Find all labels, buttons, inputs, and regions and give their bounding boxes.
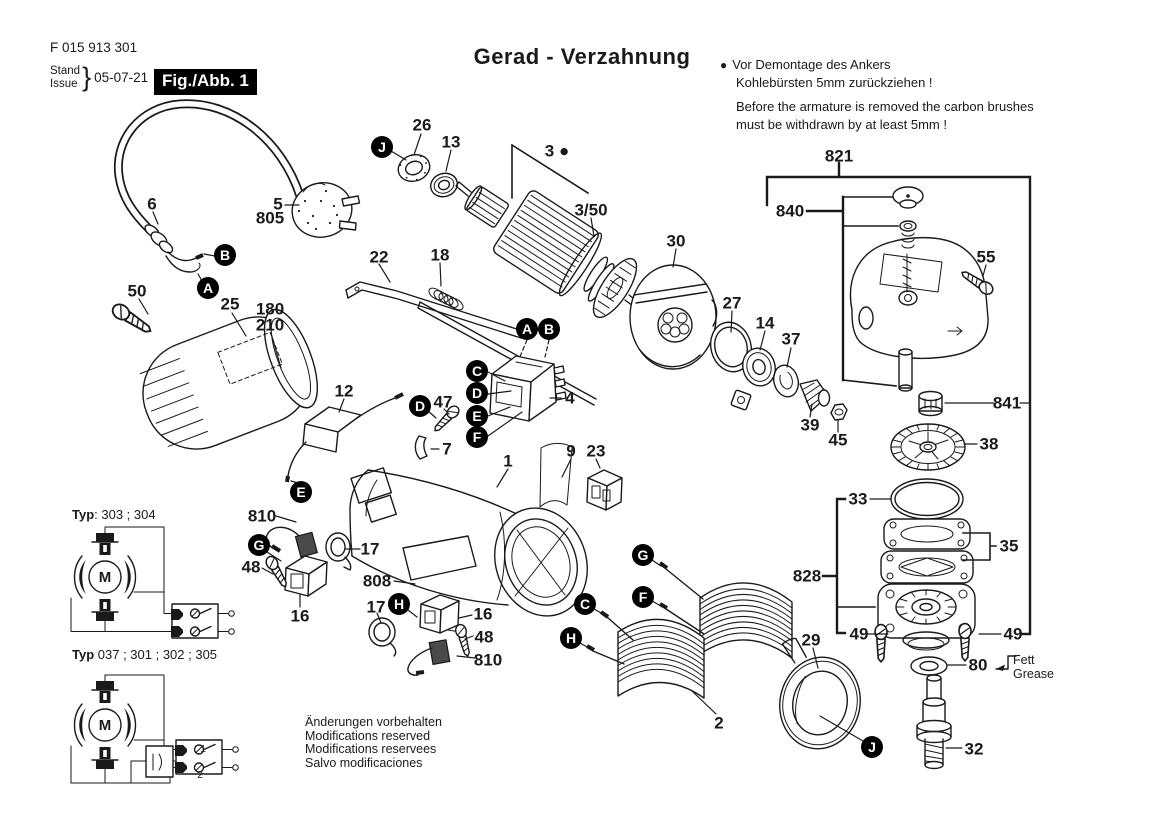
part-label: 22 [369, 247, 389, 267]
part-label: 33 [848, 489, 868, 509]
part-label: 45 [828, 430, 848, 450]
part-label: 828 [792, 566, 822, 586]
callout-badge-C: C [466, 360, 488, 382]
warning-de-line2: Kohlebürsten 5mm zurückziehen ! [736, 75, 933, 90]
schematic-caption-1: Typ: 303 ; 304 [72, 507, 156, 522]
callout-badge-B: B [538, 318, 560, 340]
grease-en: Grease [1013, 667, 1054, 681]
part-label: 35 [999, 536, 1019, 556]
part-label: 1 [503, 451, 513, 471]
part-label: 810 [473, 650, 503, 670]
plate-808 [403, 536, 476, 580]
wiring-schematic-2 [71, 675, 238, 783]
part-label: 2 [714, 713, 724, 733]
part-label: 12 [334, 381, 354, 401]
gaskets-35 [881, 519, 973, 583]
o-ring-33 [891, 479, 963, 519]
fan-baffle-30 [630, 265, 717, 369]
part-label: 13 [441, 132, 461, 152]
page-title: Gerad - Verzahnung [473, 44, 691, 69]
issue-block [50, 62, 148, 93]
warning-de-line1: Vor Demontage des Ankers [732, 57, 891, 72]
part-label: 840 [775, 201, 805, 221]
figure-badge: Fig./Abb. 1 [154, 69, 257, 95]
document-number: F 015 913 301 [50, 40, 138, 55]
gear-housing [850, 187, 995, 416]
part-label: 39 [800, 415, 820, 435]
part-label: 180 [255, 299, 285, 319]
terminal-2-label: 2 [197, 769, 203, 781]
capacitor-symbol [146, 746, 173, 777]
motor-m-label: M [98, 569, 112, 586]
part-label: 37 [781, 329, 801, 349]
part-label: 27 [722, 293, 742, 313]
spindle-32 [917, 675, 951, 769]
callout-badge-E: E [290, 481, 312, 503]
part-label: 32 [964, 739, 984, 759]
part-label: 3/50 [574, 200, 608, 220]
callout-badge-B: B [214, 244, 236, 266]
part-label: 16 [473, 604, 493, 624]
part-label: 7 [442, 439, 452, 459]
warning-en-line1: Before the armature is removed the carbon brushes [736, 99, 1034, 114]
power-cord-and-plug [118, 104, 359, 272]
bullet-icon: ● [720, 58, 728, 72]
part-label: 810 [247, 506, 277, 526]
field-coils-2 [587, 563, 792, 698]
part-label: 5 [273, 194, 283, 214]
part-label: 17 [360, 539, 380, 559]
callout-badge-F: F [632, 586, 654, 608]
callout-badge-F: F [466, 426, 488, 448]
wiring-schematic-1 [71, 527, 234, 638]
callout-badge-J: J [371, 136, 393, 158]
grease-note [1013, 653, 1054, 681]
part-label: 25 [220, 294, 240, 314]
brush-warning-note [720, 56, 1080, 134]
pinion-39 [800, 380, 830, 411]
part-label: 841 [992, 393, 1022, 413]
motor-housing-25 [128, 301, 329, 464]
callout-badge-J: J [861, 736, 883, 758]
modifications-note: Änderungen vorbehalten Modifications reserved Modifications reservees Salvo modificaciones [305, 715, 442, 770]
part-label: 23 [586, 441, 606, 461]
part-label: 4 [565, 388, 575, 408]
callout-badge-D: D [409, 395, 431, 417]
issue-date: 05-07-21 [94, 70, 149, 85]
stand-label: Stand [50, 64, 81, 77]
grease-de: Fett [1013, 653, 1035, 667]
warning-en-line2: must be withdrawn by at least 5mm ! [736, 117, 947, 132]
part-label: 26 [412, 115, 432, 135]
square-nut [731, 390, 752, 411]
part-label: 30 [666, 231, 686, 251]
part-label: 49 [1003, 624, 1023, 644]
part-label: 3 ● [544, 141, 570, 161]
cord-grommet [143, 223, 175, 256]
schematic-caption-2: Typ 037 ; 301 ; 302 ; 305 [72, 647, 218, 662]
part-label: 38 [979, 434, 999, 454]
part-label: 17 [366, 597, 386, 617]
washer-80 [911, 657, 947, 675]
part-label: 821 [824, 146, 854, 166]
bushing-841 [919, 392, 942, 416]
switch-4 [490, 356, 566, 421]
callout-badge-C: C [574, 593, 596, 615]
brush-assembly-left [264, 527, 351, 596]
part-label: 49 [849, 624, 869, 644]
terminal-1-label: 1 [200, 743, 206, 755]
part-label: 808 [362, 571, 392, 591]
callout-badge-E: E [466, 405, 488, 427]
callout-badge-G: G [632, 544, 654, 566]
callout-badge-G: G [248, 534, 270, 556]
part-label: 48 [241, 557, 261, 577]
part-label: 29 [801, 630, 821, 650]
part-label: 210 [255, 315, 285, 335]
crown-gear-38 [891, 424, 965, 470]
clip-23 [587, 470, 622, 510]
plate-7 [415, 436, 427, 459]
guard-29 [763, 636, 872, 756]
screw-50 [110, 301, 154, 337]
callout-badge-H: H [388, 593, 410, 615]
callout-badge-D: D [466, 382, 488, 404]
part-label: 48 [474, 627, 494, 647]
part-label: 14 [755, 313, 775, 333]
screw-49-left [875, 625, 887, 662]
part-label: 9 [566, 441, 576, 461]
motor-m-label: M [98, 717, 112, 734]
part-label: 55 [976, 247, 996, 267]
part-label: 18 [430, 245, 450, 265]
nut-45 [831, 404, 847, 420]
bearing-13 [428, 170, 461, 200]
callout-badge-H: H [560, 627, 582, 649]
brace-glyph: } [82, 62, 92, 92]
part-label: 80 [968, 655, 988, 675]
part-label: 6 [147, 194, 157, 214]
part-label: 16 [290, 606, 310, 626]
part-label: 50 [127, 281, 147, 301]
callout-badge-A: A [197, 277, 219, 299]
issue-label: Issue [50, 77, 78, 90]
callout-badge-A: A [516, 318, 538, 340]
part-label: 805 [255, 208, 285, 228]
part-label: 47 [433, 392, 453, 412]
